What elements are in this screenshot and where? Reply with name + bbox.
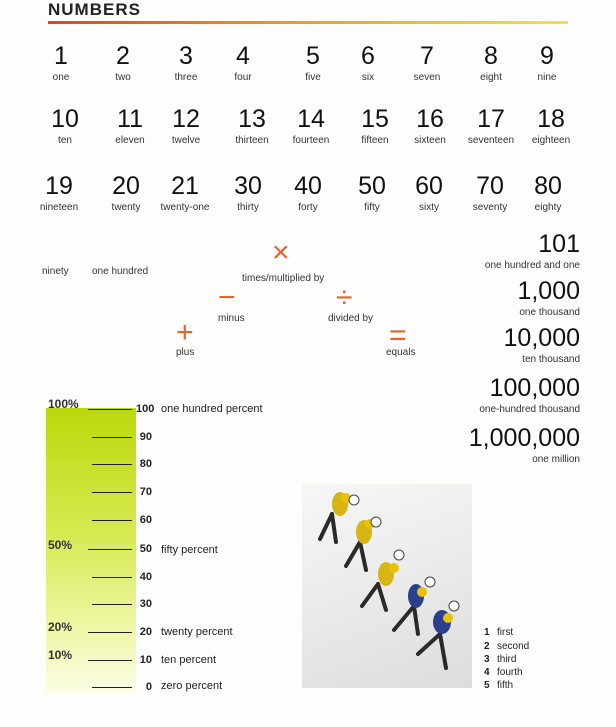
- tick-30: [92, 604, 132, 605]
- number-18: [516, 105, 586, 147]
- number-digit: 50: [358, 172, 386, 200]
- number-21: [150, 172, 220, 214]
- tick-label-30: 30: [139, 598, 152, 610]
- number-80: [513, 172, 583, 214]
- ordinal-first: [484, 627, 513, 638]
- number-word: thirteen: [235, 135, 269, 146]
- tick-label-10: 10: [139, 654, 152, 666]
- number-60: [394, 172, 464, 214]
- tick-70: [92, 492, 132, 493]
- number-word: eleven: [115, 135, 145, 146]
- plus-label: plus: [176, 347, 195, 358]
- number-word: one: [52, 72, 70, 83]
- marker-50-percent: 50%: [48, 538, 73, 552]
- number-word: twelve: [171, 135, 201, 146]
- number-word: one hundred and one: [484, 260, 580, 271]
- number-word: nineteen: [39, 202, 79, 213]
- number-word: one-hundred thousand: [479, 404, 580, 415]
- number-word: nine: [537, 72, 557, 83]
- number-digit: 16: [416, 105, 444, 133]
- tick-20: [88, 632, 132, 633]
- ordinal-word: fifth: [497, 680, 514, 691]
- number-digit: 10,000: [503, 324, 580, 352]
- marker-10-percent: 10%: [48, 648, 73, 662]
- number-word: seventy: [472, 202, 508, 213]
- number-1: [26, 42, 96, 84]
- number-word: forty: [298, 202, 318, 213]
- equals-icon: =: [389, 319, 407, 352]
- number-digit: 30: [234, 172, 262, 200]
- number-digit: 20: [112, 172, 140, 200]
- number-digit: 11: [117, 105, 143, 133]
- number-word: eighty: [534, 202, 562, 213]
- number-word: fourteen: [292, 135, 330, 146]
- divided-label: divided by: [328, 313, 374, 324]
- number-word: four: [234, 72, 252, 83]
- number-word: sixty: [419, 202, 439, 213]
- minus-label: minus: [218, 313, 245, 324]
- number-10: [30, 105, 100, 147]
- number-digit: 14: [297, 105, 325, 133]
- tick-label-50: 50: [139, 543, 152, 555]
- number-40: [273, 172, 343, 214]
- number-word: fifteen: [361, 135, 389, 146]
- number-word: twenty: [111, 202, 141, 213]
- number-9: [512, 42, 582, 84]
- number-16: [395, 105, 465, 147]
- times-label: times/multiplied by: [242, 273, 325, 284]
- tick-40: [92, 577, 132, 578]
- number-digit: 18: [537, 105, 565, 133]
- number-101: [420, 230, 580, 272]
- number-word: five: [305, 72, 321, 83]
- tick-80: [92, 464, 132, 465]
- number-digit: 2: [116, 42, 130, 70]
- tick-label-90: 90: [139, 431, 152, 443]
- number-digit: 10: [51, 105, 79, 133]
- skaters-illustration: [302, 484, 472, 688]
- number-word: seventeen: [467, 135, 515, 146]
- number-digit: 60: [415, 172, 443, 200]
- ordinal-second: [484, 641, 529, 652]
- number-100000: [420, 374, 580, 416]
- tick-label-20: 20: [139, 626, 152, 638]
- page-title: NUMBERS: [48, 0, 141, 19]
- number-digit: 5: [306, 42, 320, 70]
- percent-label-100: one hundred percent: [161, 403, 263, 415]
- speed-skaters-photo: [302, 484, 472, 688]
- ordinal-number: 2: [484, 641, 490, 652]
- minus-icon: −: [218, 281, 236, 314]
- marker-100-percent: 100%: [48, 397, 79, 411]
- number-word: one thousand: [519, 307, 580, 318]
- ordinal-third: [484, 654, 516, 665]
- ordinal-fifth: [484, 680, 513, 691]
- number-word: seven: [413, 72, 441, 83]
- tick-label-70: 70: [139, 486, 152, 498]
- tick-50: [88, 549, 132, 550]
- number-word: ten thousand: [522, 354, 580, 365]
- percent-label-50: fifty percent: [161, 544, 218, 556]
- number-word: eighteen: [531, 135, 571, 146]
- tick-100: [88, 409, 132, 410]
- number-word: two: [115, 72, 131, 83]
- tick-label-60: 60: [139, 514, 152, 526]
- ordinal-word: second: [497, 641, 530, 652]
- number-2: [88, 42, 158, 84]
- ordinal-fourth: [484, 667, 523, 678]
- divide-icon: ÷: [336, 281, 353, 314]
- number-digit: 17: [477, 105, 505, 133]
- number-digit: 80: [534, 172, 562, 200]
- ordinal-number: 4: [484, 667, 490, 678]
- ordinal-number: 3: [484, 654, 490, 665]
- number-digit: 40: [294, 172, 322, 200]
- number-digit: 1,000: [517, 277, 580, 305]
- times-icon: ×: [272, 236, 290, 269]
- number-digit: 8: [484, 42, 498, 70]
- number-digit: 1: [54, 42, 68, 70]
- number-digit: 9: [540, 42, 554, 70]
- number-word: six: [361, 72, 375, 83]
- word-ninety: ninety: [42, 266, 69, 277]
- number-digit: 13: [238, 105, 266, 133]
- word-one-hundred: one hundred: [92, 266, 149, 277]
- number-digit: 70: [476, 172, 504, 200]
- tick-90: [92, 437, 132, 438]
- percent-label-0: zero percent: [161, 680, 223, 692]
- number-word: three: [174, 72, 198, 83]
- tick-60: [92, 520, 132, 521]
- tick-label-100: 100: [136, 403, 155, 415]
- number-digit: 6: [361, 42, 375, 70]
- number-digit: 101: [538, 230, 580, 258]
- plus-icon: +: [176, 316, 194, 349]
- number-digit: 7: [420, 42, 434, 70]
- number-19: [24, 172, 94, 214]
- number-word: ten: [58, 135, 72, 146]
- number-word: eight: [480, 72, 502, 83]
- tick-10: [88, 660, 132, 661]
- number-word: one million: [532, 454, 580, 465]
- equals-label: equals: [386, 347, 416, 358]
- tick-0: [92, 687, 132, 688]
- ordinal-number: 5: [484, 680, 490, 691]
- percent-label-10: ten percent: [161, 654, 217, 666]
- ordinal-word: fourth: [497, 667, 523, 678]
- number-word: sixteen: [414, 135, 446, 146]
- marker-20-percent: 20%: [48, 620, 73, 634]
- percent-label-20: twenty percent: [161, 626, 233, 638]
- number-1000000: [420, 424, 580, 466]
- ordinal-word: third: [497, 654, 517, 665]
- number-digit: 21: [171, 172, 199, 200]
- ordinal-number: 1: [484, 627, 490, 638]
- number-14: [276, 105, 346, 147]
- number-digit: 3: [179, 42, 193, 70]
- tick-label-0: 0: [145, 681, 152, 693]
- number-1000: [420, 277, 580, 319]
- number-digit: 1,000,000: [468, 424, 580, 452]
- number-word: thirty: [237, 202, 259, 213]
- number-digit: 15: [361, 105, 389, 133]
- number-7: [392, 42, 462, 84]
- title-underline: [48, 21, 568, 24]
- number-digit: 4: [236, 42, 250, 70]
- number-digit: 100,000: [489, 374, 580, 402]
- number-4: [208, 42, 278, 84]
- number-word: twenty-one: [160, 202, 210, 213]
- tick-label-80: 80: [139, 458, 152, 470]
- ordinal-word: first: [497, 627, 514, 638]
- number-digit: 19: [45, 172, 73, 200]
- number-word: fifty: [364, 202, 380, 213]
- number-12: [151, 105, 221, 147]
- number-digit: 12: [172, 105, 200, 133]
- tick-label-40: 40: [139, 571, 152, 583]
- number-10000: [420, 324, 580, 366]
